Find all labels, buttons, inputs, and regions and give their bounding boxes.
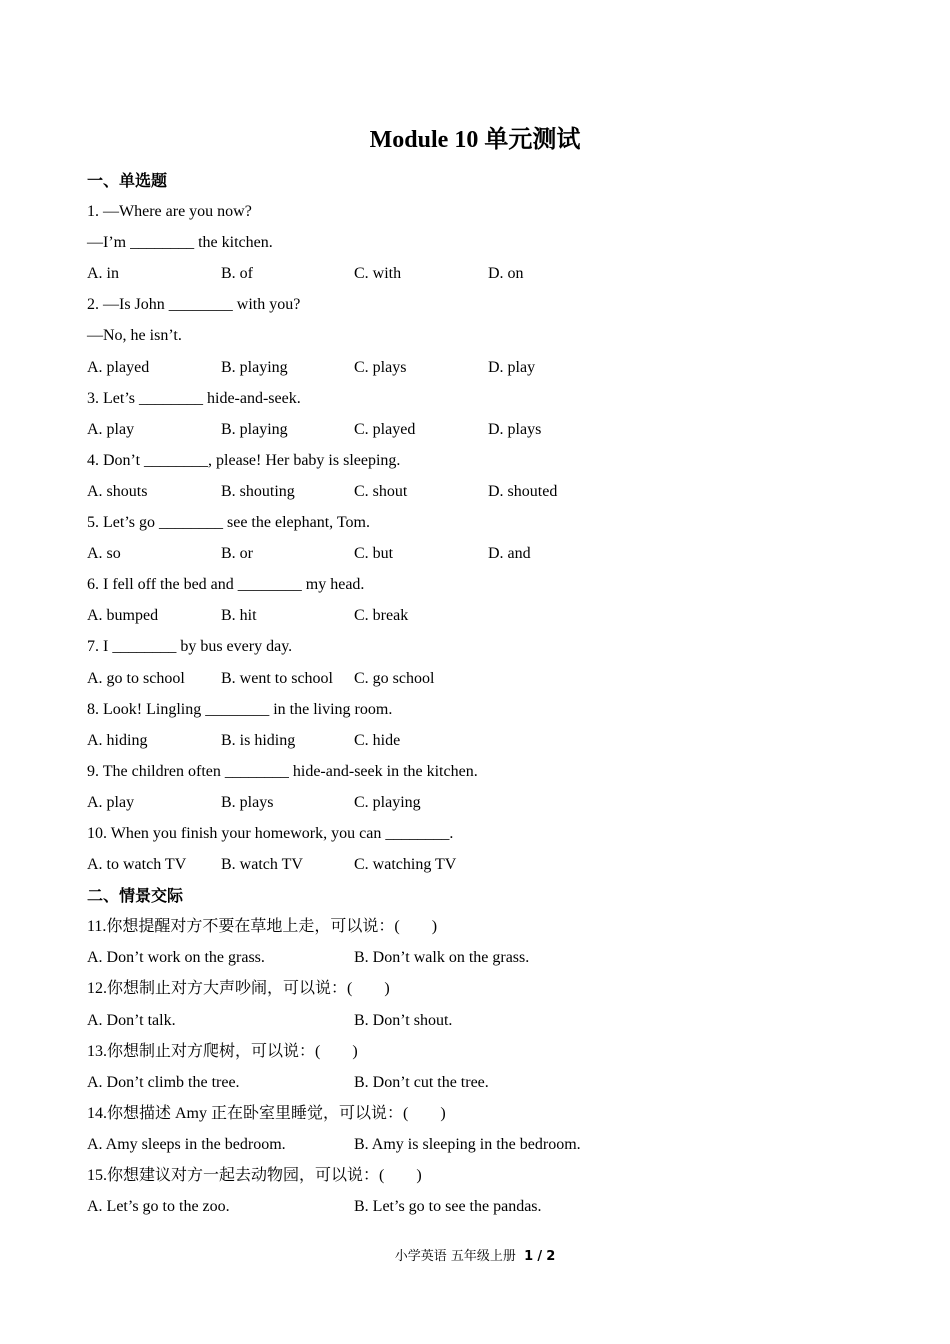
answer-option[interactable]: A. in [87, 265, 119, 283]
answer-option[interactable]: C. with [354, 265, 402, 283]
question-stem: 14.你想描述 Amy 正在卧室里睡觉，可以说：( ) [87, 1104, 446, 1122]
option-row [87, 1005, 887, 1036]
answer-option[interactable]: D. shouted [488, 482, 558, 500]
option-row [87, 663, 887, 694]
answer-option[interactable]: B. playing [221, 358, 288, 376]
answer-option[interactable]: A. Don’t talk. [87, 1011, 176, 1029]
option-row [87, 725, 887, 756]
answer-option[interactable]: B. or [221, 545, 253, 563]
page-total: 2 [546, 1249, 556, 1264]
option-row [87, 942, 887, 973]
answer-option[interactable]: B. of [221, 265, 253, 283]
question-stem: 11.你想提醒对方不要在草地上走，可以说：( ) [87, 918, 438, 936]
answer-option[interactable]: B. Amy is sleeping in the bedroom. [354, 1135, 581, 1153]
answer-option[interactable]: D. play [488, 358, 536, 376]
answer-option[interactable]: A. bumped [87, 607, 159, 625]
option-row [87, 538, 887, 569]
answer-option[interactable]: D. and [488, 545, 531, 563]
answer-option[interactable]: B. shouting [221, 482, 295, 500]
answer-option[interactable]: A. play [87, 420, 135, 438]
option-row [87, 476, 887, 507]
question-stem: 9. The children often ________ hide-and-seek in the kitchen. [87, 762, 478, 780]
answer-option[interactable]: B. Let’s go to see the pandas. [354, 1198, 542, 1216]
answer-option[interactable]: C. plays [354, 358, 407, 376]
question-line: —No, he isn’t. [87, 327, 182, 345]
section-heading: 二、情景交际 [87, 886, 184, 906]
answer-option[interactable]: A. Let’s go to the zoo. [87, 1198, 230, 1216]
answer-option[interactable]: A. Amy sleeps in the bedroom. [87, 1135, 286, 1153]
footer-text: 小学英语 五年级上册 [394, 1249, 516, 1264]
page-title: Module 10 单元测试 [369, 127, 581, 153]
question-stem: 12.你想制止对方大声吵闹，可以说：( ) [87, 980, 390, 998]
option-row [87, 787, 887, 818]
section-heading: 一、单选题 [87, 171, 168, 190]
answer-option[interactable]: A. Don’t work on the grass. [87, 949, 265, 967]
option-row [87, 1191, 887, 1222]
answer-option[interactable]: C. hide [354, 731, 401, 749]
answer-option[interactable]: B. watch TV [221, 856, 303, 874]
answer-option[interactable]: C. playing [354, 793, 421, 811]
page-footer [0, 1245, 950, 1264]
question-stem: 3. Let’s ________ hide-and-seek. [87, 389, 301, 407]
answer-option[interactable]: B. Don’t cut the tree. [354, 1073, 489, 1091]
answer-option[interactable]: C. shout [354, 482, 408, 500]
option-row [87, 414, 887, 445]
answer-option[interactable]: D. plays [488, 420, 542, 438]
option-row [87, 1067, 887, 1098]
option-row [87, 258, 887, 289]
question-stem: 7. I ________ by bus every day. [87, 638, 293, 656]
answer-option[interactable]: A. to watch TV [87, 856, 187, 874]
answer-option[interactable]: B. playing [221, 420, 288, 438]
question-stem: 4. Don’t ________, please! Her baby is sleeping. [87, 451, 401, 469]
page-number: 1 [524, 1249, 534, 1264]
answer-option[interactable]: A. play [87, 793, 135, 811]
question-stem: 6. I fell off the bed and ________ my head. [87, 576, 365, 594]
answer-option[interactable]: B. hit [221, 607, 257, 625]
answer-option[interactable]: C. but [354, 545, 394, 563]
answer-option[interactable]: B. is hiding [221, 731, 296, 749]
answer-option[interactable]: D. on [488, 265, 524, 283]
option-row [87, 1129, 887, 1160]
answer-option[interactable]: A. go to school [87, 669, 185, 687]
option-row [87, 849, 887, 880]
question-list [87, 165, 887, 1222]
answer-option[interactable]: A. played [87, 358, 150, 376]
answer-option[interactable]: C. go school [354, 669, 435, 687]
question-stem: 8. Look! Lingling ________ in the living room. [87, 700, 393, 718]
question-stem: 10. When you finish your homework, you can ________. [87, 824, 454, 842]
question-stem: 1. —Where are you now? [87, 203, 252, 221]
answer-option[interactable]: B. went to school [221, 669, 333, 687]
answer-option[interactable]: B. Don’t walk on the grass. [354, 949, 530, 967]
question-stem: 13.你想制止对方爬树，可以说：( ) [87, 1042, 358, 1060]
answer-option[interactable]: C. played [354, 420, 416, 438]
option-row [87, 352, 887, 383]
answer-option[interactable]: B. plays [221, 793, 274, 811]
page-separator: / [537, 1249, 543, 1264]
answer-option[interactable]: B. Don’t shout. [354, 1011, 453, 1029]
answer-option[interactable]: A. so [87, 545, 121, 563]
question-line: —I’m ________ the kitchen. [87, 234, 273, 252]
question-stem: 5. Let’s go ________ see the elephant, Tom. [87, 514, 370, 532]
answer-option[interactable]: A. shouts [87, 482, 148, 500]
option-row [87, 600, 887, 631]
answer-option[interactable]: A. Don’t climb the tree. [87, 1073, 240, 1091]
question-stem: 15.你想建议对方一起去动物园，可以说：( ) [87, 1167, 422, 1184]
answer-option[interactable]: C. break [354, 607, 409, 625]
answer-option[interactable]: A. hiding [87, 731, 148, 749]
question-stem: 2. —Is John ________ with you? [87, 296, 301, 314]
answer-option[interactable]: C. watching TV [354, 856, 457, 874]
